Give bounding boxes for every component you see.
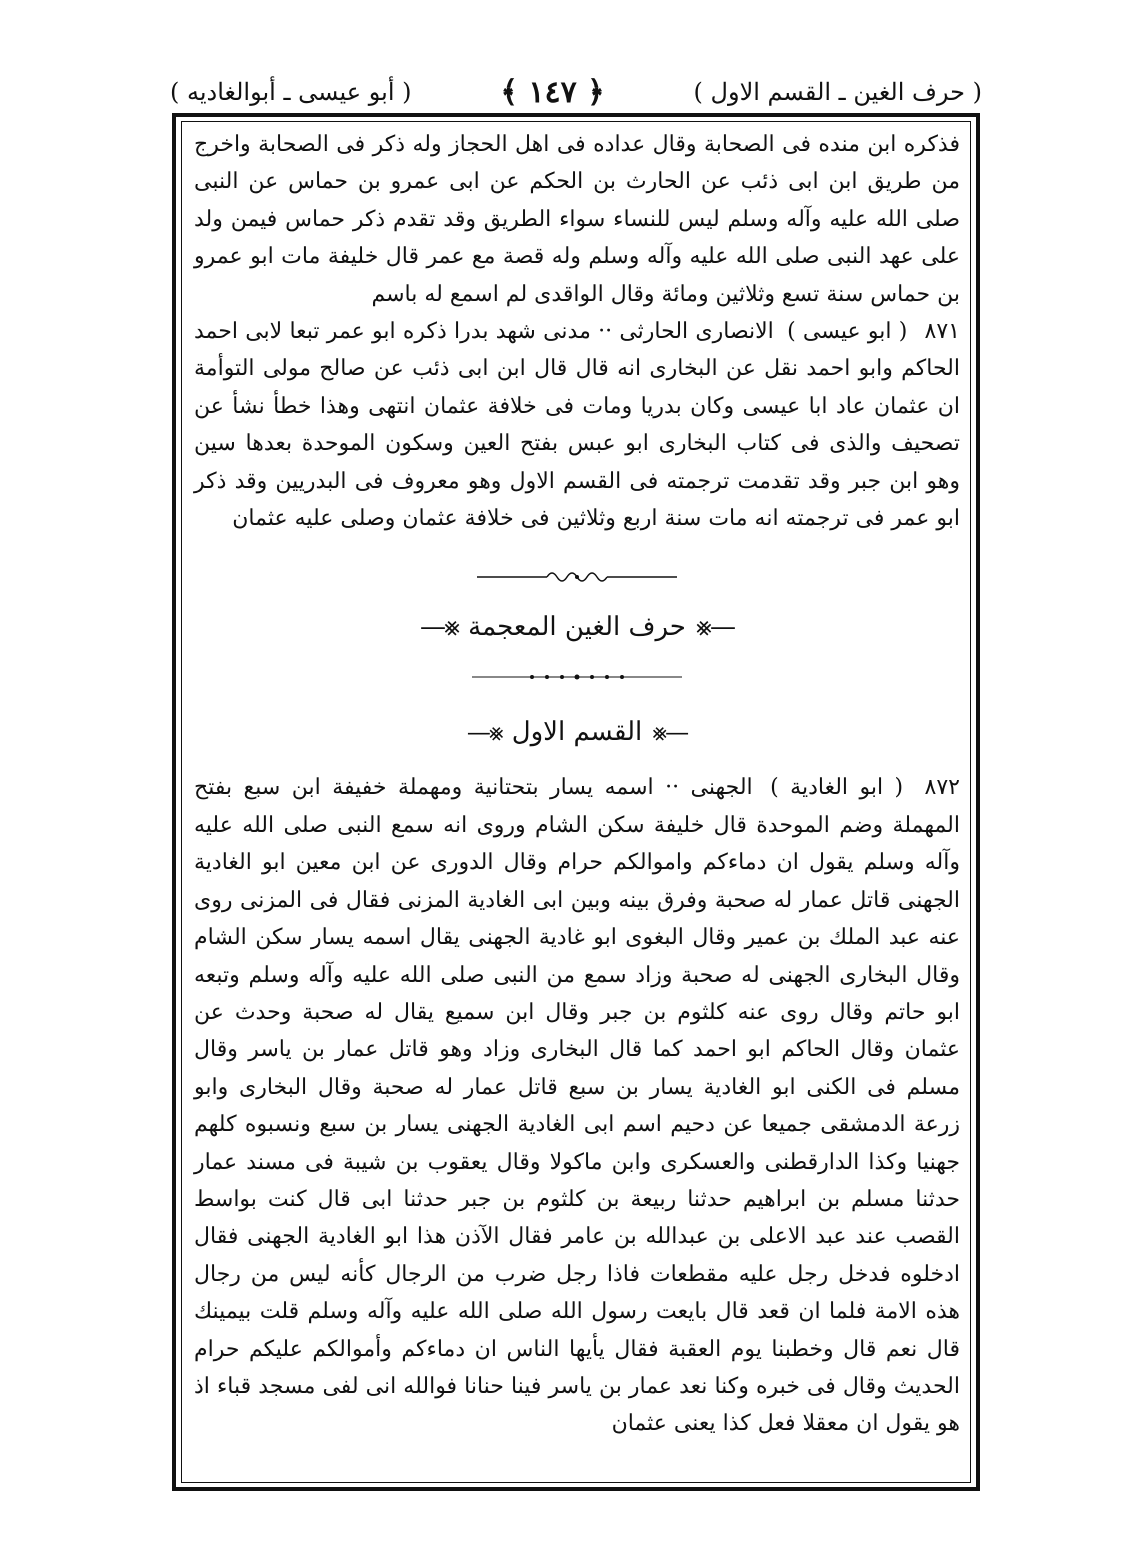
dotted-divider: [194, 657, 960, 697]
running-header: [170, 70, 982, 114]
header-entry-range: ( أبو عيسى ـ أبوالغاديه ): [170, 78, 412, 106]
entry-872: [194, 769, 960, 1442]
entry-number: ٨٧٢: [924, 775, 960, 801]
entry-871: [194, 313, 960, 537]
header-section-title: ( حرف الغين ـ القسم الاول ): [693, 78, 982, 106]
letter-heading-text: حرف الغين المعجمة: [468, 612, 686, 643]
entry-name: ( ابو عيسى ): [787, 319, 908, 345]
ornamental-divider: [194, 557, 960, 597]
flourish-icon: ⨳—: [420, 611, 459, 642]
entry-text: الانصارى الحارثى ·· مدنى شهد بدرا ذكره ابو عمر تبعا لابى احمد الحاكم وابو احمد نقل عن البخارى انه قال قال ابن ابى ذئب عن صالح مولى التوأمة ان عثمان عاد ابا عيسى وكان بدريا ومات فى خلافة عثمان انتهى وهذا خطأ نشأ عن تصحيف والذى فى كتاب البخارى ابو عبس بفتح العين وسكون الموحدة بعدها سين وهو ابن جبر وقد تقدمت ترجمته فى القسم الاول وهو معروف فى البدريين وقد ذكر ابو عمر فى ترجمته انه مات سنة اربع وثلاثين فى خلافة عثمان وصلى عليه عثمان: [194, 319, 961, 532]
entry-name: ( ابو الغادية ): [770, 775, 904, 801]
entry-number: ٨٧١: [924, 319, 960, 345]
flourish-icon: —⨳: [652, 718, 688, 747]
flourish-icon: —⨳: [695, 611, 734, 642]
entry-text: الجهنى ·· اسمه يسار بتحتانية ومهملة خفيفة ابن سبع بفتح المهملة وضم الموحدة قال خليفة سكن الشام وروى انه سمع النبى صلى الله عليه وآله وسلم يقول ان دماءكم واموالكم حرام وقال الدورى عن ابن معين ابو الغادية الجهنى قاتل عمار له صحبة وفرق بينه وبين ابى الغادية المزنى فقال فى المزنى روى عنه عبد الملك بن عمير وقال البغوى ابو غادية الجهنى يقال اسمه يسار سكن الشام وقال البخارى الجهنى له صحبة وزاد سمع من النبى صلى الله عليه وآله وسلم وتبعه ابو حاتم وقال روى عنه كلثوم بن جبر وقال ابن سميع يقال له صحبة وحدث عن عثمان وقال الحاكم ابو احمد كما قال البخارى وزاد وهو قاتل عمار بن ياسر وقال مسلم فى الكنى ابو الغادية يسار بن سبع قاتل عمار له صحبة وقال البخارى وابو زرعة الدمشقى جميعا عن دحيم اسم ابى الغادية الجهنى يسار بن سبع ونسبوه كلهم جهنيا وكذا الدارقطنى والعسكرى وابن ماكولا وقال يعقوب بن شيبة فى مسند عمار حدثنا مسلم بن ابراهيم حدثنا ربيعة بن كلثوم بن جبر حدثنا ابى قال كنت بواسط القصب عند عبد الاعلى بن عبدالله بن عامر فقال الآذن هذا ابو الغادية الجهنى فقال ادخلوه فدخل رجل عليه مقطعات فاذا رجل ضرب من الرجال كأنه ليس من رجال هذه الامة فلما ان قعد قال بايعت رسول الله صلى الله عليه وآله وسلم قلت بيمينك قال نعم قال وخطبنا يوم العقبة فقال يأيها الناس ان دماءكم وأموالكم عليكم حرام الحديث وقال فى خبره وكنا نعد عمار بن ياسر فينا حنانا فوالله انى لفى مسجد قباء اذ هو يقول ان معقلا فعل كذا يعنى عثمان: [194, 775, 961, 1437]
ornament-scroll-icon: [477, 567, 677, 587]
section-heading-text: القسم الاول: [511, 717, 643, 748]
letter-heading: [194, 597, 960, 657]
page-number: ﴿ ١٤٧ ﴾: [500, 74, 605, 110]
continued-entry-text: فذكره ابن منده فى الصحابة وقال عداده فى اهل الحجاز وله ذكر فى الصحابة واخرج من طريق ابن ابى ذئب عن الحارث بن الحكم عن ابى عمرو بن حماس عن النبى صلى الله عليه وآله وسلم ليس للنساء سواء الطريق وقد تقدم ذكر حماس فيمن ولد على عهد النبى صلى الله عليه وآله وسلم وله قصة مع عمر قال خليفة مات ابو عمرو بن حماس سنة تسع وثلاثين ومائة وقال الواقدى لم اسمع له باسم: [194, 132, 960, 307]
page-body: [194, 126, 960, 1443]
dotted-rule-icon: [472, 672, 682, 682]
section-heading: [194, 697, 960, 767]
flourish-icon: ⨳—: [466, 718, 502, 747]
